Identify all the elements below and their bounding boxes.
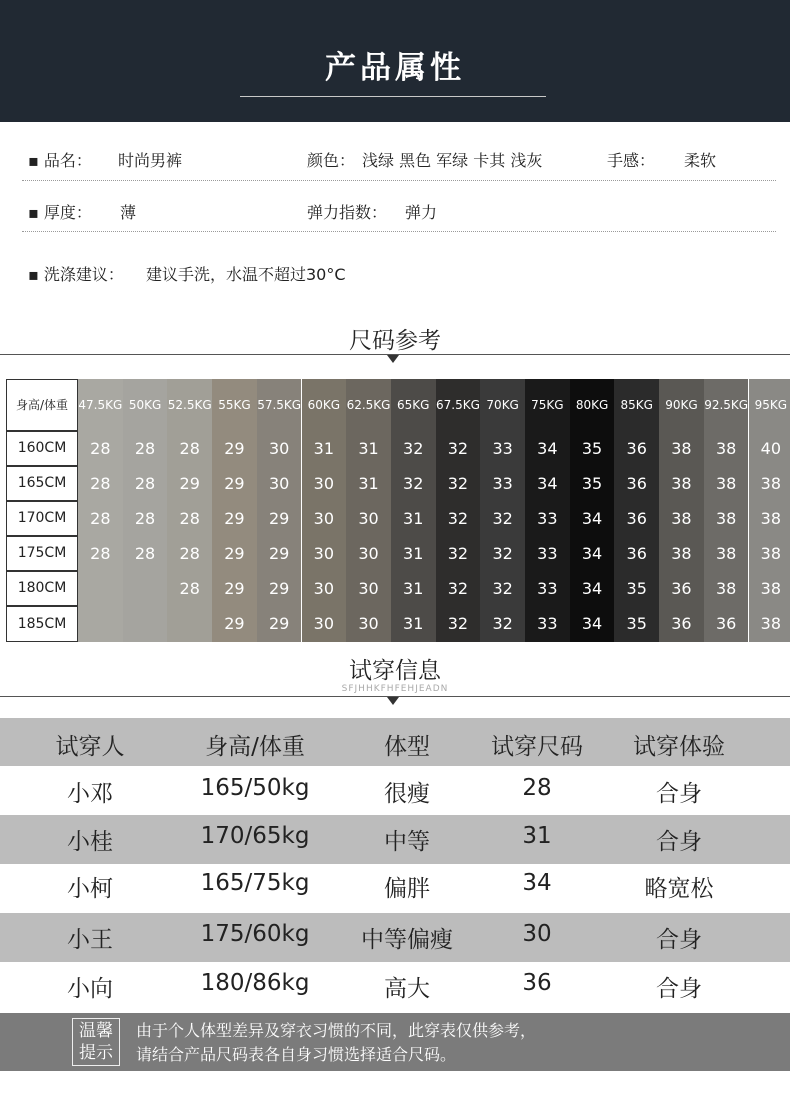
- size-cell: 28: [78, 536, 123, 571]
- weight-header: 65KG: [391, 379, 436, 431]
- title-underline: [240, 96, 546, 97]
- size-cell: 28: [123, 466, 168, 501]
- size-cell: 34: [525, 466, 570, 501]
- size-cell: 28: [78, 466, 123, 501]
- size-cell: 31: [346, 466, 391, 501]
- size-cell: 35: [570, 431, 615, 466]
- size-cell: 38: [704, 536, 749, 571]
- color-label: 颜色：: [307, 151, 356, 170]
- size-cell: 30: [257, 466, 302, 501]
- fit-table-cell: 合身: [656, 829, 702, 855]
- weight-header: 95KG: [749, 379, 790, 431]
- fit-table-cell: 165/75kg: [200, 870, 310, 896]
- size-cell: 38: [659, 501, 704, 536]
- size-cell: 33: [525, 606, 570, 642]
- feel-label: 手感：: [607, 151, 656, 170]
- size-cell: 34: [570, 606, 615, 642]
- fit-table-cell: 小邓: [67, 781, 113, 807]
- size-cell: 34: [570, 536, 615, 571]
- size-cell: 29: [257, 606, 302, 642]
- height-label: 175CM: [6, 536, 78, 571]
- size-cell: 32: [436, 606, 481, 642]
- fit-table-cell: 略宽松: [644, 876, 714, 902]
- color-value: 浅绿 黑色 军绿 卡其 浅灰: [362, 151, 543, 170]
- fit-table-row: [0, 962, 790, 1011]
- fit-table-cell: 合身: [656, 976, 702, 1002]
- fit-table-cell: 小柯: [67, 876, 113, 902]
- tip-badge: [72, 1018, 120, 1066]
- size-cell: 30: [302, 501, 347, 536]
- fit-table-cell: 合身: [656, 927, 702, 953]
- fit-table-cell: 小王: [67, 927, 113, 953]
- weight-header: 55KG: [212, 379, 257, 431]
- size-cell: 33: [525, 536, 570, 571]
- size-cell: 29: [212, 501, 257, 536]
- size-cell: 33: [480, 431, 525, 466]
- tip-banner: [0, 1013, 790, 1071]
- size-cell: 32: [436, 466, 481, 501]
- size-cell: 28: [167, 571, 212, 606]
- size-cell: 38: [659, 466, 704, 501]
- name-label: ▪ 品名：: [28, 151, 92, 170]
- size-cell: 30: [302, 606, 347, 642]
- weight-header: 85KG: [614, 379, 659, 431]
- fit-table-cell: 合身: [656, 781, 702, 807]
- feel-value: 柔软: [684, 151, 717, 170]
- size-cell: 31: [302, 431, 347, 466]
- header-banner: [0, 0, 790, 122]
- height-label: 160CM: [6, 431, 78, 466]
- fit-table-row: [0, 862, 790, 911]
- size-cell: 38: [659, 536, 704, 571]
- weight-header: 57.5KG: [257, 379, 302, 431]
- fit-table-cell: 165/50kg: [200, 775, 310, 801]
- size-cell: 30: [346, 536, 391, 571]
- size-cell: 32: [391, 431, 436, 466]
- size-cell: 30: [302, 536, 347, 571]
- tip-line: 由于个人体型差异及穿衣习惯的不同，此穿表仅供参考，: [136, 1021, 537, 1040]
- height-label: 165CM: [6, 466, 78, 501]
- size-cell: 29: [257, 501, 302, 536]
- fit-table-row: [0, 815, 790, 864]
- fit-table-cell: 小桂: [67, 829, 113, 855]
- height-label: 170CM: [6, 501, 78, 536]
- weight-header: 90KG: [659, 379, 704, 431]
- fit-table-cell: 30: [522, 921, 552, 947]
- height-label: 185CM: [6, 606, 78, 642]
- size-cell: 30: [302, 571, 347, 606]
- weight-header: 70KG: [480, 379, 525, 431]
- fit-table-cell: 36: [522, 970, 552, 996]
- size-cell: 29: [212, 536, 257, 571]
- size-cell: 38: [749, 571, 790, 606]
- size-cell: 31: [391, 606, 436, 642]
- fit-section-title: 试穿信息: [349, 658, 441, 684]
- name-value: 时尚男裤: [118, 151, 183, 170]
- size-cell: 29: [212, 431, 257, 466]
- size-cell: 36: [614, 501, 659, 536]
- fit-table-cell: 高大: [384, 976, 430, 1002]
- size-cell: 30: [346, 501, 391, 536]
- size-cell: 35: [614, 571, 659, 606]
- size-cell: 35: [614, 606, 659, 642]
- wash-value: 建议手洗，水温不超过30°C: [146, 265, 346, 284]
- size-cell: 28: [123, 536, 168, 571]
- size-cell: [123, 571, 168, 606]
- size-cell: 30: [346, 606, 391, 642]
- divider: [22, 180, 776, 181]
- fit-header-cell: 试穿体验: [633, 734, 725, 760]
- size-cell: 36: [704, 606, 749, 642]
- size-cell: 32: [480, 606, 525, 642]
- fit-table-header: [0, 718, 790, 766]
- wash-label: ▪ 洗涤建议：: [28, 265, 124, 284]
- triangle-marker-icon: [387, 355, 399, 363]
- size-cell: 29: [212, 606, 257, 642]
- size-cell: 38: [749, 536, 790, 571]
- fit-table-cell: 偏胖: [384, 876, 430, 902]
- weight-header: 62.5KG: [346, 379, 391, 431]
- elastic-value: 弹力: [405, 203, 438, 222]
- divider: [22, 231, 776, 232]
- size-cell: 36: [659, 571, 704, 606]
- weight-header: 50KG: [123, 379, 168, 431]
- size-cell: 38: [659, 431, 704, 466]
- fit-table-row: [0, 767, 790, 816]
- size-cell: 36: [614, 536, 659, 571]
- size-cell: 31: [346, 431, 391, 466]
- fit-header-cell: 试穿人: [55, 734, 125, 760]
- size-cell: [78, 606, 123, 642]
- size-cell: 31: [391, 501, 436, 536]
- fit-table-row: [0, 913, 790, 962]
- height-label: 180CM: [6, 571, 78, 606]
- size-cell: 38: [704, 571, 749, 606]
- tip-badge-line: 提示: [79, 1043, 113, 1063]
- size-cell: 28: [167, 536, 212, 571]
- size-cell: 32: [480, 571, 525, 606]
- size-cell: 38: [704, 501, 749, 536]
- size-cell: 30: [346, 571, 391, 606]
- tip-badge-line: 温馨: [79, 1021, 113, 1041]
- fit-table-cell: 180/86kg: [200, 970, 310, 996]
- weight-header: 60KG: [302, 379, 347, 431]
- thickness-value: 薄: [120, 203, 137, 222]
- fit-table-cell: 28: [522, 775, 552, 801]
- attr-row-2: [0, 190, 790, 230]
- size-cell: 32: [436, 536, 481, 571]
- fit-table-cell: 很瘦: [384, 781, 430, 807]
- size-cell: 28: [78, 501, 123, 536]
- fit-header-cell: 身高/体重: [205, 734, 305, 760]
- size-cell: 38: [749, 501, 790, 536]
- page-title: 产品属性: [325, 50, 465, 86]
- size-chart-corner: 身高/体重: [6, 379, 78, 431]
- size-cell: 36: [659, 606, 704, 642]
- weight-header: 75KG: [525, 379, 570, 431]
- fit-section-subtitle: SFJHHKFHFEHJEADN: [341, 684, 449, 694]
- size-cell: [123, 606, 168, 642]
- fit-table-cell: 中等偏瘦: [361, 927, 453, 953]
- size-cell: 29: [167, 466, 212, 501]
- size-cell: 30: [302, 466, 347, 501]
- size-cell: 40: [749, 431, 790, 466]
- triangle-marker-icon: [387, 697, 399, 705]
- attr-row-3: [0, 252, 790, 292]
- size-cell: 34: [570, 501, 615, 536]
- weight-header: 80KG: [570, 379, 615, 431]
- size-cell: 38: [704, 431, 749, 466]
- attr-row-1: [0, 138, 790, 178]
- size-cell: 38: [749, 466, 790, 501]
- size-cell: 36: [614, 466, 659, 501]
- size-cell: 38: [749, 606, 790, 642]
- size-cell: 34: [570, 571, 615, 606]
- tip-line: 请结合产品尺码表各自身习惯选择适合尺码。: [136, 1045, 457, 1064]
- weight-header: 67.5KG: [436, 379, 481, 431]
- fit-table-cell: 170/65kg: [200, 823, 310, 849]
- size-cell: 35: [570, 466, 615, 501]
- size-cell: 34: [525, 431, 570, 466]
- fit-table-cell: 中等: [384, 829, 430, 855]
- size-cell: 29: [257, 536, 302, 571]
- size-cell: 28: [167, 501, 212, 536]
- fit-header-cell: 体型: [384, 734, 430, 760]
- size-cell: 29: [257, 571, 302, 606]
- thickness-label: ▪ 厚度：: [28, 203, 92, 222]
- size-cell: 28: [123, 431, 168, 466]
- size-cell: 33: [525, 501, 570, 536]
- weight-header: 52.5KG: [167, 379, 212, 431]
- size-cell: 38: [704, 466, 749, 501]
- size-cell: 30: [257, 431, 302, 466]
- size-cell: 31: [391, 536, 436, 571]
- size-cell: 28: [167, 431, 212, 466]
- fit-table-cell: 34: [522, 870, 552, 896]
- weight-header: 92.5KG: [704, 379, 749, 431]
- size-cell: [78, 571, 123, 606]
- size-cell: 32: [480, 536, 525, 571]
- size-cell: 32: [436, 501, 481, 536]
- size-cell: 33: [525, 571, 570, 606]
- fit-header-cell: 试穿尺码: [491, 734, 583, 760]
- size-cell: 33: [480, 466, 525, 501]
- size-section-title: 尺码参考: [349, 328, 441, 354]
- weight-header: 47.5KG: [78, 379, 123, 431]
- size-cell: 32: [480, 501, 525, 536]
- size-cell: [167, 606, 212, 642]
- size-cell: 29: [212, 466, 257, 501]
- fit-table-cell: 31: [522, 823, 552, 849]
- fit-table-cell: 175/60kg: [200, 921, 310, 947]
- size-cell: 29: [212, 571, 257, 606]
- size-cell: 28: [78, 431, 123, 466]
- size-cell: 32: [391, 466, 436, 501]
- elastic-label: 弹力指数：: [307, 203, 388, 222]
- size-cell: 32: [436, 571, 481, 606]
- tip-text: [136, 1019, 536, 1067]
- size-cell: 28: [123, 501, 168, 536]
- size-cell: 32: [436, 431, 481, 466]
- size-cell: 36: [614, 431, 659, 466]
- size-cell: 31: [391, 571, 436, 606]
- fit-table-cell: 小向: [67, 976, 113, 1002]
